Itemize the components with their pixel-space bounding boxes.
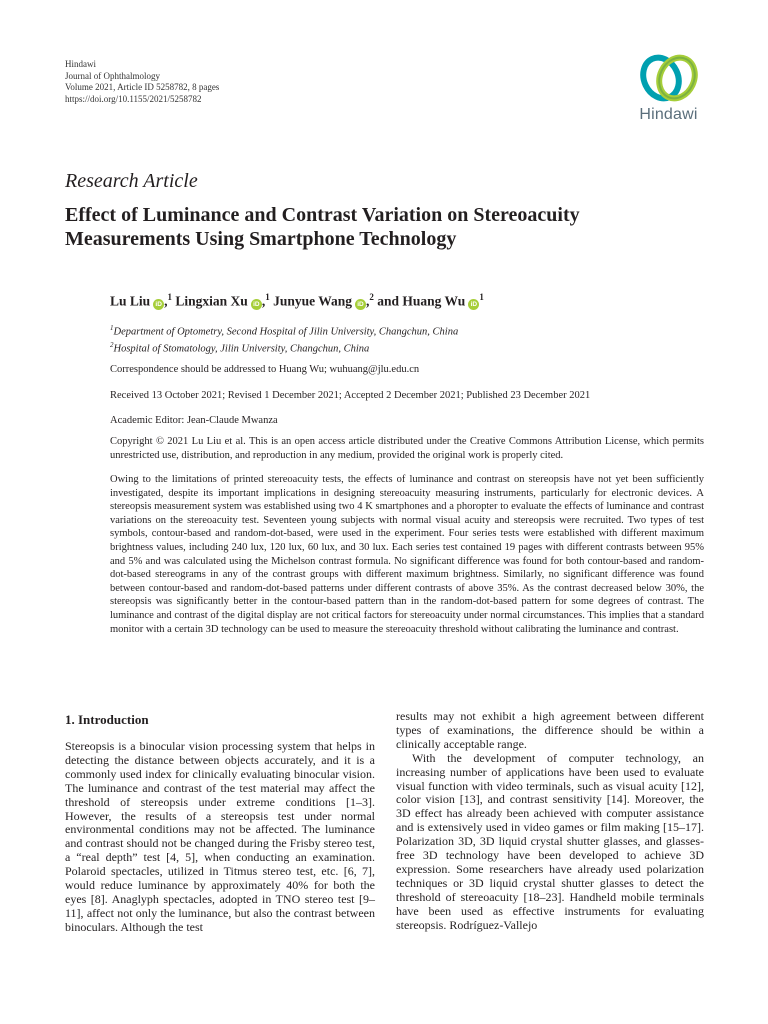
orcid-icon[interactable]: iD: [251, 299, 262, 310]
orcid-icon[interactable]: iD: [355, 299, 366, 310]
correspondence: Correspondence should be addressed to Huang Wu; wuhuang@jlu.edu.cn: [110, 364, 420, 375]
paragraph: With the development of computer technology, an increasing number of applications have been used to evaluate visual function with video terminals, such as visual acuity [12], color vision [13], and contrast sensitivity [14]. Moreover, the 3D effect has already been achieved with computer assistance and is extensively used in video games or film making [15–17]. Polarization 3D, 3D liquid crystal shutter glasses, and glasses-free 3D technology have been developed to achieve 3D expression. Some researchers have already used polarization techniques or 3D liquid crystal shutter glasses to detect the threshold of stereoacuity [18–23]. Handheld mobile terminals have been used as effective instruments for evaluating stereopsis. Rodríguez-Vallejo: [396, 750, 704, 932]
affiliation-item: $^1$Department of Optometry, Second Hospital of Jilin University, Changchun, China: [110, 324, 459, 338]
orcid-icon[interactable]: iD: [153, 299, 164, 310]
publication-dates: Received 13 October 2021; Revised 1 December 2021; Accepted 2 December 2021; Published 23 December 2021: [110, 390, 591, 401]
abstract: Owing to the limitations of printed stereoacuity tests, the effects of luminance and contrast on stereopsis have not yet been sufficiently investigated, despite its important implications in designing stereoacuity measuring instruments, particularly for electronic devices. A stereopsis measurement system was established using two 4 K smartphones and a phoropter to evaluate the effects of luminance and contrast variations on the stereoacuity test. Seventeen young subjects with normal visual acuity and stereopsis were recruited. Two types of test symbols, contour-based and random-dot-based, were used in the experiment. Four series tests were established with different maximum brightness values, including 240 lux, 120 lux, 60 lux, and 30 lux. Each series test contained 19 pages with different contrasts between 95% and 5% and was calculated using the Michelson contrast formula. No significant difference was found for both contour-based and random-dot-based stereograms in any of the contrast groups with different maximum brightness. Similarly, no significant difference was found between contour-based and random-dot-based patterns under different contrasts of above 35%. As the contrast decreased below 30%, the stereopsis was significantly better in the contour-based pattern than in the random-dot-based pattern for some degrees of contrast. The luminance and contrast of the digital display are not critical factors for stereoacuity under normal circumstances. This implies that a standard monitor with a certain 3D technology can be used to measure the stereoacuity threshold without calibrating the luminance and contrast.: [110, 474, 704, 635]
journal-meta: [65, 59, 219, 105]
author-affil-sup: 1: [265, 292, 270, 302]
author-affil-sup: 2: [369, 292, 374, 302]
paragraph: results may not exhibit a high agreement between different types of examinations, the difference should be within a clinically acceptable range.: [396, 709, 704, 751]
logo-text: Hindawi: [639, 106, 698, 123]
hindawi-logo: [626, 52, 711, 132]
author-list: Lu Liu iD ,$^1$ Lingxian Xu iD ,$^1$ Junyue Wang iD ,$^2$ and Huang Wu $iD^1$: [110, 292, 484, 309]
section-heading: 1. Introduction: [65, 712, 149, 727]
paragraph: Stereopsis is a binocular vision processing system that helps in detecting the distance between objects accurately, and it is a commonly used index for clinically evaluating binocular vision. The luminance and contrast of the test material may affect the threshold of stereopsis under extreme conditions [1–3]. However, the results of a stereopsis test under normal environmental conditions may not be affected. The luminance and contrast should not be changed during the Frisby stereo test, a “real depth” test [4, 5], when conducting an examination. Polaroid spectacles, utilized in Titmus stereo test, etc. [6, 7], would reduce luminance by approximately 40% for both the eyes [8]. Anaglyph spectacles, adopted in TNO stereo test [9–11], affect not only the luminance, but also the contrast between binoculars. Although the test: [65, 739, 375, 934]
doi-link[interactable]: https://doi.org/10.1155/2021/5258782: [65, 93, 202, 104]
journal-name: Journal of Ophthalmology: [65, 70, 160, 81]
author-name: Junyue Wang: [273, 293, 352, 309]
affiliation-item: $^2$Hospital of Stomatology, Jilin University, Changchun, China: [110, 341, 370, 355]
body-column-left: [65, 740, 375, 935]
article-type: Research Article: [65, 170, 198, 192]
author-affil-sup: 1: [167, 292, 173, 302]
author-name: Huang Wu: [402, 293, 466, 309]
copyright-notice: Copyright © 2021 Lu Liu et al. This is an open access article distributed under the Creative Commons Attribution License, which permits unrestricted use, distribution, and reproduction in any medium, provided the original work is properly cited.: [110, 436, 704, 461]
volume-info: Volume 2021, Article ID 5258782, 8 pages: [65, 82, 220, 92]
publisher-name: Hindawi: [65, 59, 96, 69]
author-name: Lingxian Xu: [175, 293, 248, 309]
orcid-icon[interactable]: iD: [468, 299, 479, 310]
academic-editor: Academic Editor: Jean-Claude Mwanza: [110, 415, 278, 426]
author-affil-sup: 1: [479, 292, 484, 302]
article-title: Effect of Luminance and Contrast Variation on Stereoacuity Measurements Using Smartphone Technology: [65, 204, 580, 250]
affiliations: [110, 322, 458, 356]
author-name: Lu Liu: [110, 293, 151, 309]
hindawi-logo-icon: [639, 52, 699, 104]
body-column-right: [396, 710, 704, 933]
